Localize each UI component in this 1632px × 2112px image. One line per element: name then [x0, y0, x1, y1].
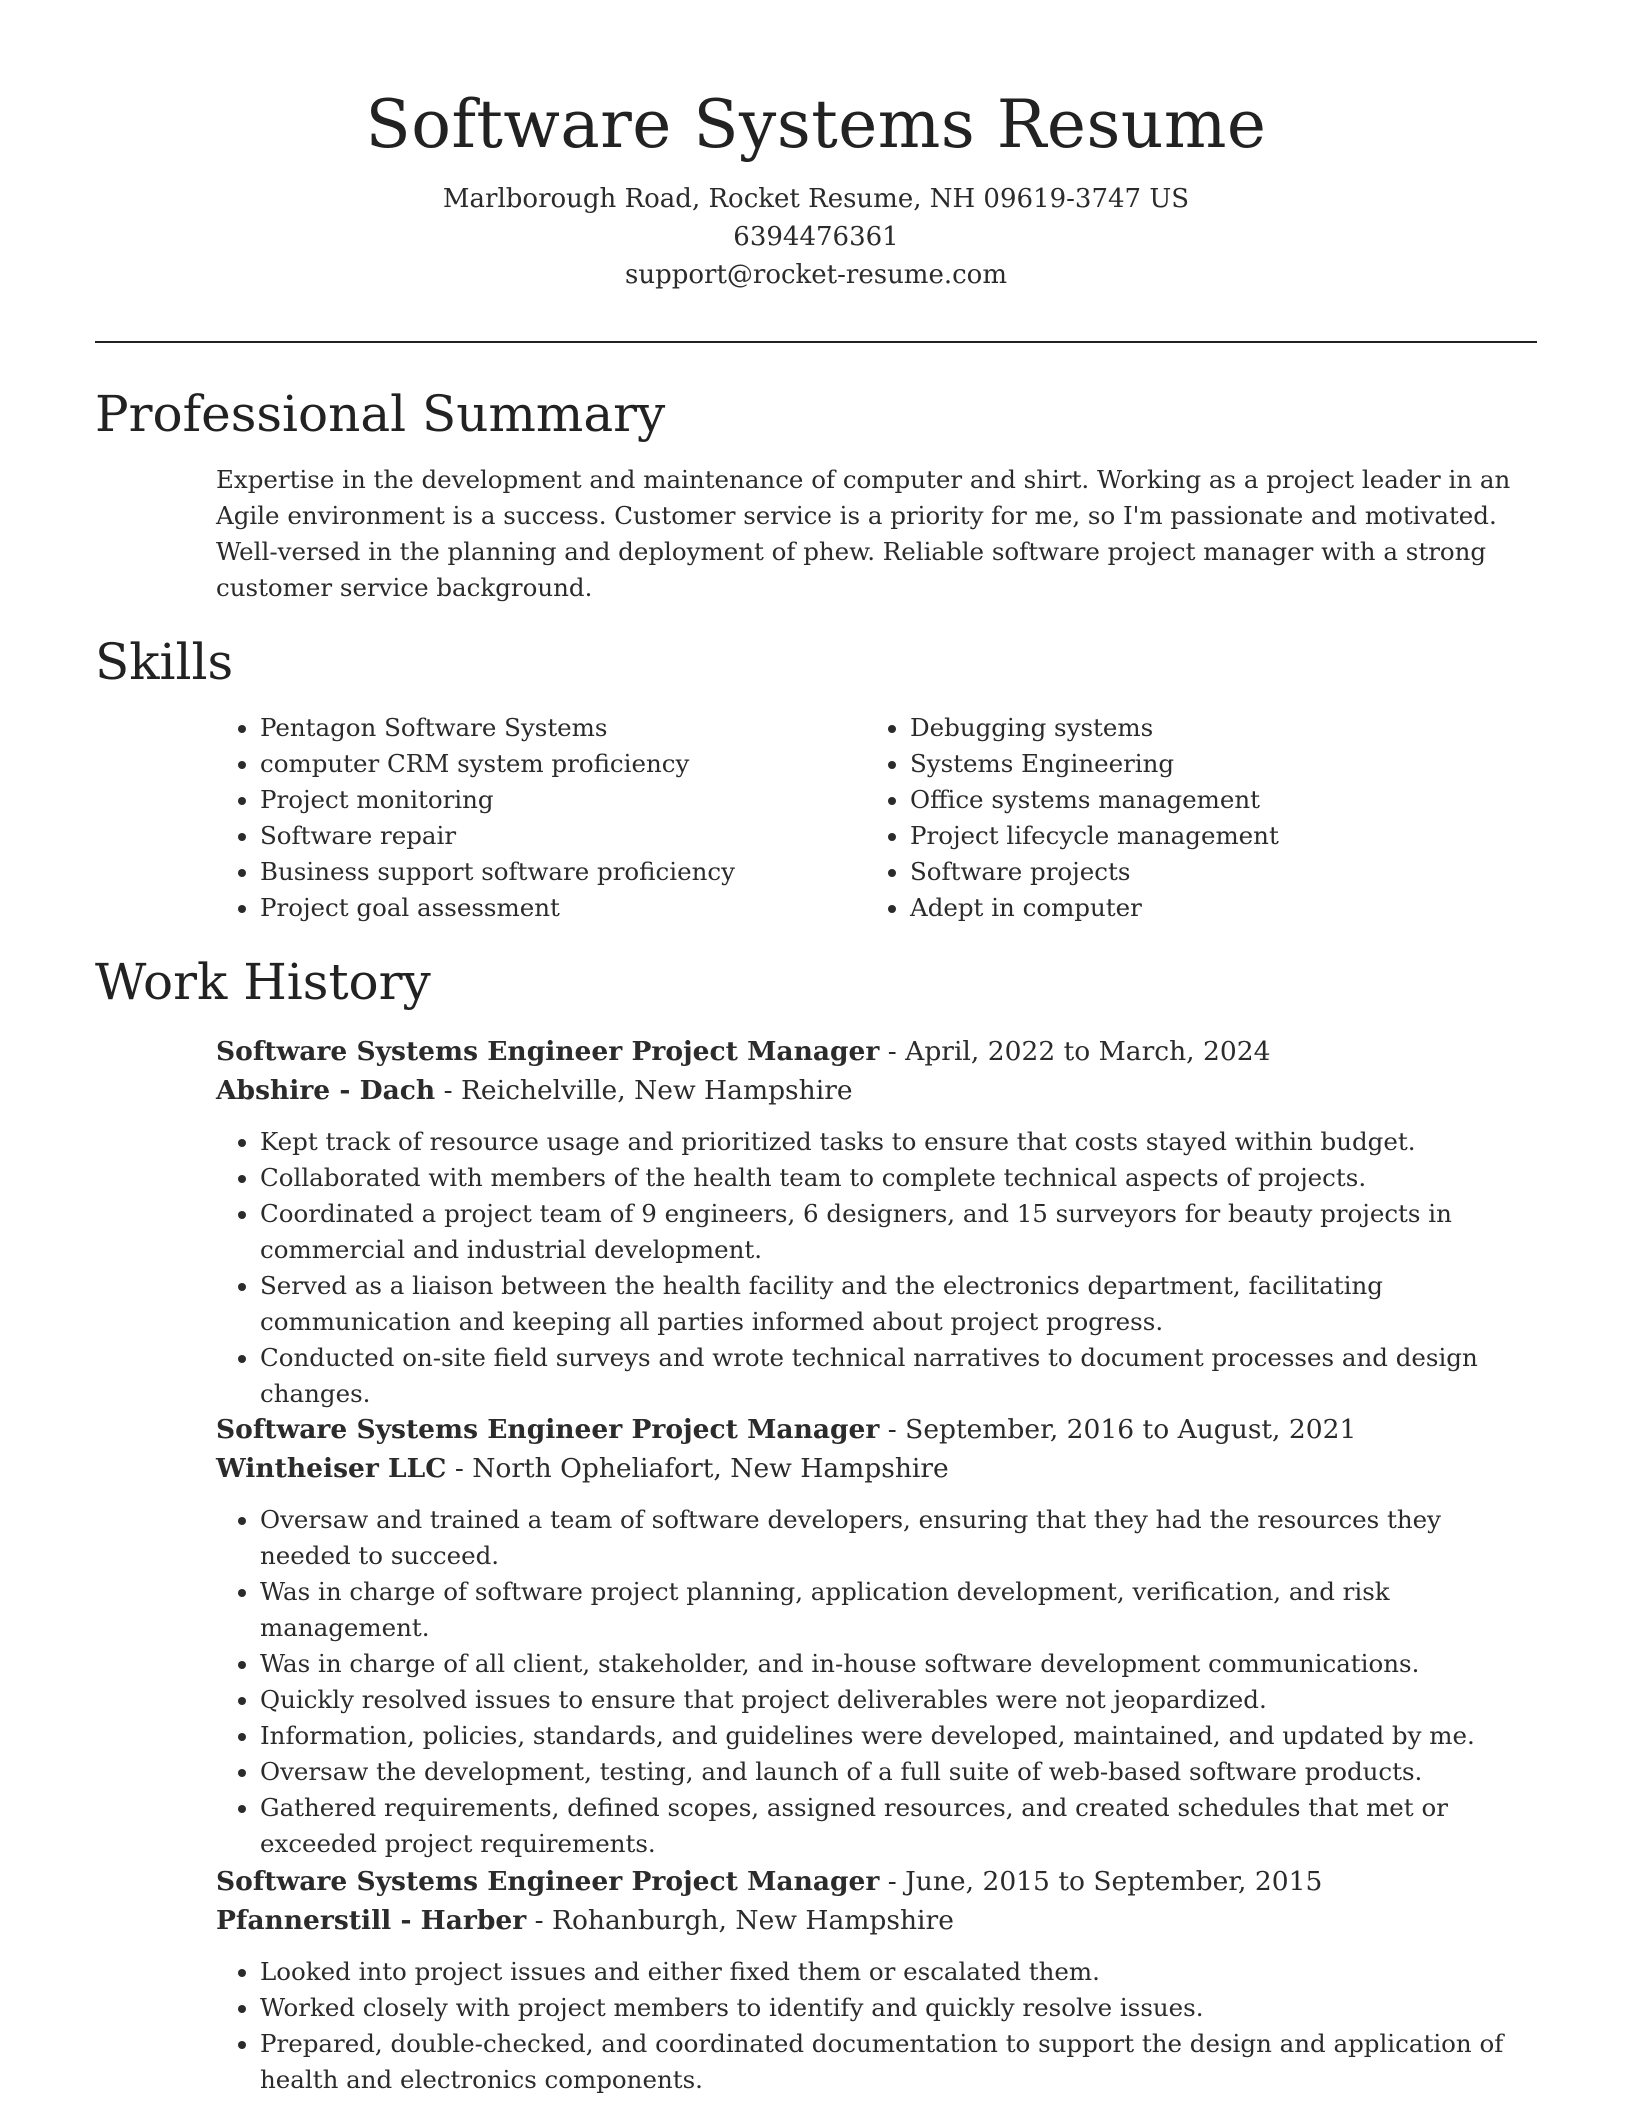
- skills-column-left: [216, 710, 866, 926]
- job-location: - Rohanburgh, New Hampshire: [526, 1905, 954, 1936]
- skill-item: • computer CRM system proficiency: [260, 746, 866, 782]
- job-bullets: [216, 1124, 1536, 1412]
- job-bullet: • Was in charge of all client, stakeholder, and in-house software development communications.: [260, 1646, 1536, 1682]
- job-bullet: • Information, policies, standards, and guidelines were developed, maintained, and updated by me.: [260, 1718, 1536, 1754]
- job-bullet: • Gathered requirements, defined scopes, assigned resources, and created schedules that met or exceeded project requirements.: [260, 1790, 1536, 1862]
- job-bullets: [216, 1502, 1536, 1862]
- header-divider: [95, 341, 1537, 343]
- job-role: Software Systems Engineer Project Manager: [216, 1036, 880, 1067]
- job-bullet: • Was in charge of software project planning, application development, verification, and risk management.: [260, 1574, 1536, 1646]
- job-bullet: • Prepared, double-checked, and coordinated documentation to support the design and application of health and electronics components.: [260, 2026, 1536, 2098]
- skill-item: • Software repair: [260, 818, 866, 854]
- skills-column-right: [866, 710, 1516, 926]
- summary-text: Expertise in the development and maintenance of computer and shirt. Working as a project leader in an Agile environment is a success. Customer service is a priority for me, so I'm passionate and motivated. Well-versed in the planning and deployment of phew. Reliable software project manager with a strong customer service background.: [216, 465, 1511, 602]
- skill-item: • Systems Engineering: [910, 746, 1516, 782]
- job-dates: - September, 2016 to August, 2021: [879, 1414, 1357, 1445]
- skill-item: • Adept in computer: [910, 890, 1516, 926]
- job-bullet: • Quickly resolved issues to ensure that project deliverables were not jeopardized.: [260, 1682, 1536, 1718]
- job-bullet: • Oversaw the development, testing, and launch of a full suite of web-based software products.: [260, 1754, 1536, 1790]
- job-company: Abshire - Dach: [216, 1075, 436, 1106]
- skill-item: • Project goal assessment: [260, 890, 866, 926]
- job-entry: [216, 1032, 1536, 1412]
- job-location: - Reichelville, New Hampshire: [435, 1075, 853, 1106]
- job-bullet: • Oversaw and trained a team of software developers, ensuring that they had the resources they needed to succeed.: [260, 1502, 1536, 1574]
- skill-item: • Pentagon Software Systems: [260, 710, 866, 746]
- skill-item: • Software projects: [910, 854, 1516, 890]
- contact-address: Marlborough Road, Rocket Resume, NH 09619-3747 US: [442, 184, 1190, 214]
- resume-name: Software Systems Resume: [365, 86, 1267, 163]
- job-bullet: • Looked into project issues and either fixed them or escalated them.: [260, 1954, 1536, 1990]
- job-dates: - June, 2015 to September, 2015: [879, 1866, 1323, 1897]
- job-bullet: • Served as a liaison between the health facility and the electronics department, facilitating communication and keeping all parties informed about project progress.: [260, 1268, 1536, 1340]
- job-bullet: • Kept track of resource usage and prioritized tasks to ensure that costs stayed within budget.: [260, 1124, 1536, 1160]
- contact-email: support@rocket-resume.com: [624, 260, 1007, 290]
- job-location: - North Opheliafort, New Hampshire: [446, 1453, 949, 1484]
- job-bullet: • Worked closely with project members to identify and quickly resolve issues.: [260, 1990, 1536, 2026]
- resume-header: [95, 80, 1537, 294]
- work-history-heading: Work History: [95, 953, 431, 1011]
- skills-list: [216, 710, 1536, 926]
- summary-heading: Professional Summary: [95, 385, 666, 443]
- job-dates: - April, 2022 to March, 2024: [879, 1036, 1271, 1067]
- job-bullets: [216, 1954, 1536, 2098]
- skill-item: • Project monitoring: [260, 782, 866, 818]
- skill-item: • Business support software proficiency: [260, 854, 866, 890]
- skill-item: • Project lifecycle management: [910, 818, 1516, 854]
- job-bullet: • Conducted on-site field surveys and wrote technical narratives to document processes and design changes.: [260, 1340, 1536, 1412]
- job-bullet: • Collaborated with members of the health team to complete technical aspects of projects.: [260, 1160, 1536, 1196]
- job-role: Software Systems Engineer Project Manager: [216, 1866, 880, 1897]
- job-entry: [216, 1862, 1536, 2098]
- contact-phone: 6394476361: [733, 222, 899, 252]
- job-company: Pfannerstill - Harber: [216, 1905, 527, 1936]
- skills-heading: Skills: [95, 633, 234, 691]
- job-company: Wintheiser LLC: [216, 1453, 447, 1484]
- job-entry: [216, 1410, 1536, 1862]
- job-role: Software Systems Engineer Project Manager: [216, 1414, 880, 1445]
- skill-item: • Debugging systems: [910, 710, 1516, 746]
- skill-item: • Office systems management: [910, 782, 1516, 818]
- job-bullet: • Coordinated a project team of 9 engineers, 6 designers, and 15 surveyors for beauty projects in commercial and industrial development.: [260, 1196, 1536, 1268]
